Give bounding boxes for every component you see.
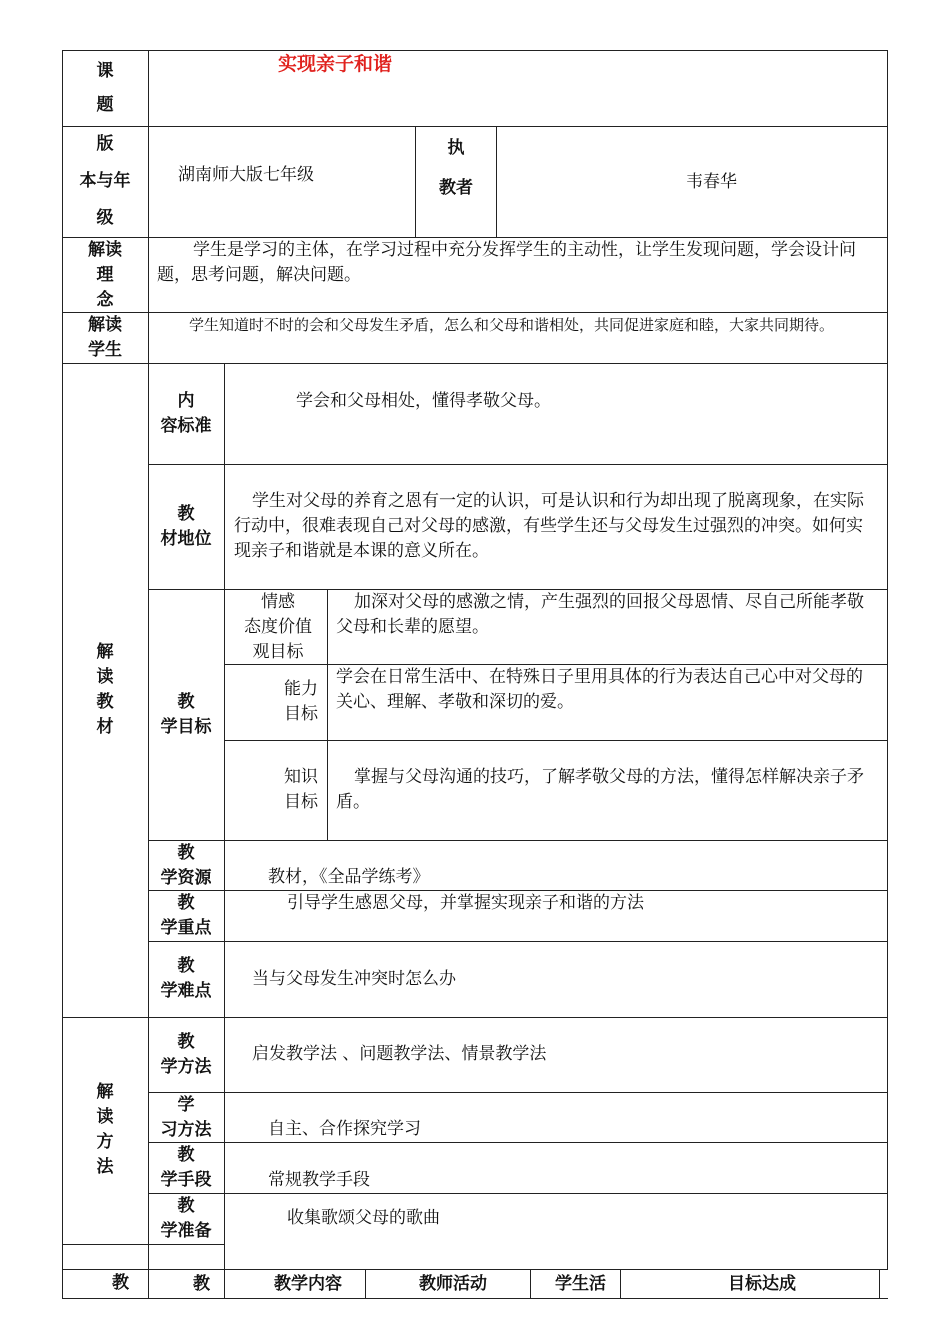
content-standard-label: 内 容标准 <box>160 391 212 436</box>
textbook-position-label: 教 材地位 <box>160 504 212 549</box>
edition-label: 版 本与年 级 <box>79 134 131 228</box>
row-divider <box>62 363 888 364</box>
philosophy-text: 学生是学习的主体，在学习过程中充分发挥学生的主动性，让学生发现问题，学会设计问题，思考问题，解决问题。 <box>157 240 856 285</box>
objective-knowledge-label: 知识 目标 <box>284 767 318 812</box>
learning-method-label: 学 习方法 <box>160 1095 212 1140</box>
process-col-3: 教学内容 <box>274 1274 342 1294</box>
row-divider <box>148 1193 888 1194</box>
teacher-label: 执 教者 <box>439 138 473 198</box>
teaching-means-label: 教 学手段 <box>160 1145 212 1190</box>
philosophy-label: 解读 理 念 <box>88 240 122 310</box>
col-divider <box>496 126 497 238</box>
students-text: 学生知道时不时的会和父母发生矛盾，怎么和父母和谐相处，共同促进家庭和睦，大家共同期待。 <box>189 316 835 334</box>
methods-section-label: 解 读 方 法 <box>96 1082 114 1177</box>
resources-text: 教材，《全品学练考》 <box>268 867 430 887</box>
objective-affective-label: 情感 态度价值 观目标 <box>244 592 312 662</box>
key-points-label: 教 学重点 <box>160 893 212 938</box>
row-divider <box>62 1244 224 1245</box>
col-divider <box>327 589 328 841</box>
col-divider <box>530 1269 531 1299</box>
objective-affective-text: 加深对父母的感激之情，产生强烈的回报父母恩情、尽自己所能孝敬父母和长辈的愿望。 <box>336 592 864 637</box>
difficulties-label: 教 学难点 <box>160 956 212 1001</box>
teaching-method-text: 启发教学法 、问题教学法、情景教学法 <box>252 1044 547 1064</box>
row-divider <box>148 840 888 841</box>
row-divider <box>224 740 888 741</box>
textbook-position-text: 学生对父母的养育之恩有一定的认识，可是认识和行为却出现了脱离现象，在实际行动中，很难表现自己对父母的感激，有些学生还与父母发生过强烈的冲突。如何实现亲子和谐就是本课的意义所在。 <box>234 491 864 561</box>
preparation-text: 收集歌颂父母的歌曲 <box>287 1208 440 1228</box>
course-label: 课 题 <box>96 61 114 115</box>
row-divider <box>62 1269 888 1270</box>
col-divider <box>620 1269 621 1299</box>
process-col-4: 教师活动 <box>419 1274 487 1294</box>
preparation-label: 教 学准备 <box>160 1196 212 1241</box>
teaching-method-label: 教 学方法 <box>160 1032 212 1077</box>
row-divider <box>148 941 888 942</box>
process-col-6: 目标达成 <box>728 1274 796 1294</box>
col-divider <box>148 363 149 1299</box>
learning-method-text: 自主、合作探究学习 <box>268 1119 421 1139</box>
objective-ability-text: 学会在日常生活中、在特殊日子里用具体的行为表达自己心中对父母的关心、理解、孝敬和深切的爱。 <box>336 667 863 712</box>
objective-knowledge-text: 掌握与父母沟通的技巧，了解孝敬父母的方法，懂得怎样解决亲子矛盾。 <box>336 767 864 812</box>
row-divider <box>148 464 888 465</box>
teacher-value: 韦春华 <box>686 172 737 192</box>
difficulties-text: 当与父母发生冲突时怎么办 <box>252 969 456 989</box>
key-points-text: 引导学生感恩父母，并掌握实现亲子和谐的方法 <box>287 893 644 913</box>
row-divider <box>62 126 888 127</box>
resources-label: 教 学资源 <box>160 843 212 888</box>
row-divider <box>148 1092 888 1093</box>
objective-ability-label: 能力 目标 <box>284 679 318 724</box>
col-divider <box>365 1269 366 1299</box>
edition-value: 湖南师大版七年级 <box>178 165 314 185</box>
textbook-section-label: 解 读 教 材 <box>96 642 114 737</box>
process-col-2: 教 <box>193 1274 210 1294</box>
col-divider <box>879 1269 880 1299</box>
students-label: 解读 学生 <box>88 315 122 360</box>
row-divider <box>62 1017 888 1018</box>
table-border-right <box>887 50 888 1269</box>
col-divider <box>148 50 149 364</box>
process-col-1: 教 <box>112 1273 129 1293</box>
table-border-top <box>62 50 888 51</box>
table-border-bottom <box>62 1298 888 1299</box>
teaching-means-text: 常规教学手段 <box>268 1170 370 1190</box>
col-divider <box>224 363 225 1299</box>
content-standard-text: 学会和父母相处，懂得孝敬父母。 <box>296 391 551 411</box>
objectives-label: 教 学目标 <box>160 692 212 737</box>
process-col-5: 学生活 <box>555 1274 606 1294</box>
row-divider <box>148 1142 888 1143</box>
course-title: 实现亲子和谐 <box>278 53 393 75</box>
